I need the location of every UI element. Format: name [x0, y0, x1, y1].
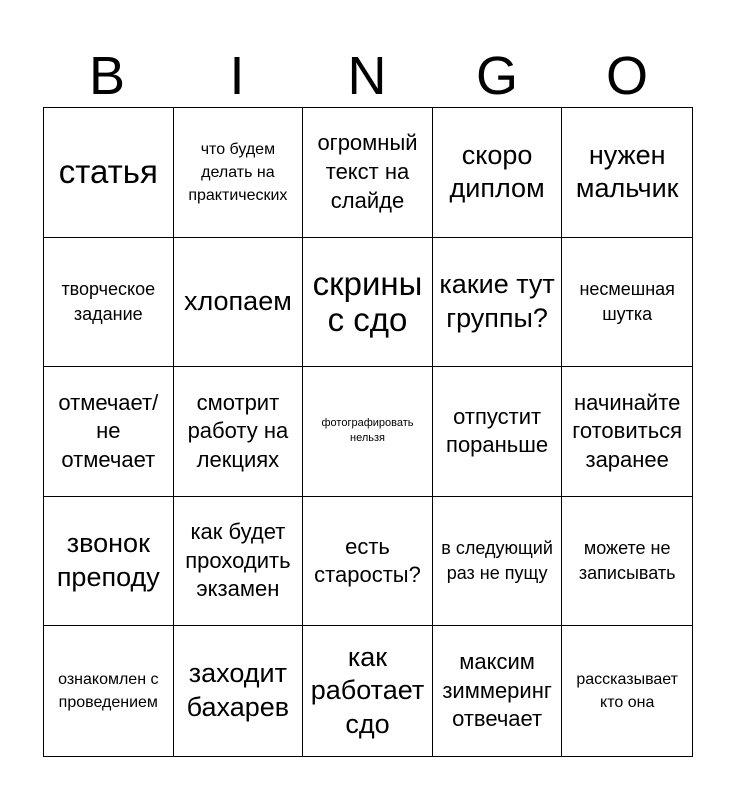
- cell-text: нужен мальчик: [575, 139, 679, 204]
- cell-text: скоро диплом: [449, 139, 545, 204]
- bingo-cell[interactable]: [303, 626, 433, 756]
- cell-text: что будем делать на практических: [188, 140, 288, 204]
- cell-text: как будет проходить экзамен: [185, 519, 291, 602]
- cell-text: можете не записывать: [578, 537, 676, 584]
- bingo-board: [43, 107, 693, 757]
- bingo-cell[interactable]: [44, 108, 174, 238]
- cell-text: начинайте готовиться заранее: [572, 389, 683, 472]
- cell-text: творческое задание: [61, 278, 156, 324]
- header-letter-n: N: [347, 46, 387, 106]
- cell-text: несмешная шутка: [579, 278, 675, 324]
- cell-text: ознакомлен с проведением: [58, 671, 159, 712]
- bingo-cell[interactable]: [562, 367, 692, 497]
- bingo-header: [42, 45, 692, 107]
- cell-text: максим зиммеринг отвечает: [442, 649, 552, 732]
- bingo-cell[interactable]: [174, 497, 304, 627]
- bingo-cell[interactable]: [562, 238, 692, 368]
- cell-text: хлопаем: [183, 286, 292, 317]
- cell-text: отпустит пораньше: [446, 403, 549, 458]
- cell-text: скрины с сдо: [312, 264, 423, 338]
- cell-text: статья: [58, 153, 158, 191]
- bingo-cell[interactable]: [433, 626, 563, 756]
- header-letter-i: I: [229, 46, 245, 106]
- header-letter-g: G: [475, 46, 518, 106]
- bingo-cell[interactable]: [174, 238, 304, 368]
- cell-text: есть старосты?: [314, 533, 421, 588]
- cell-text: заходит бахарев: [186, 658, 290, 723]
- bingo-cell[interactable]: [303, 108, 433, 238]
- bingo-cell[interactable]: [174, 626, 304, 756]
- cell-text: огромный текст на слайде: [317, 130, 418, 213]
- cell-text: отмечает/ не отмечает: [58, 389, 159, 472]
- cell-text: смотрит работу на лекциях: [187, 389, 289, 472]
- bingo-cell[interactable]: [174, 367, 304, 497]
- bingo-cell[interactable]: [433, 108, 563, 238]
- bingo-cell[interactable]: [562, 626, 692, 756]
- bingo-cell[interactable]: [433, 238, 563, 368]
- header-letter-o: O: [605, 46, 648, 106]
- bingo-cell[interactable]: [303, 238, 433, 368]
- bingo-cell[interactable]: [303, 367, 433, 497]
- bingo-cell[interactable]: [433, 497, 563, 627]
- bingo-cell[interactable]: [174, 108, 304, 238]
- cell-text: как работает сдо: [310, 641, 425, 740]
- cell-text: рассказывает кто она: [576, 671, 678, 712]
- cell-text: фотографировать нельзя: [321, 417, 414, 445]
- cell-text: в следующий раз не пущу: [441, 537, 553, 584]
- bingo-cell[interactable]: [44, 367, 174, 497]
- cell-text: какие тут группы?: [439, 269, 555, 333]
- bingo-cell[interactable]: [562, 108, 692, 238]
- bingo-cell[interactable]: [44, 238, 174, 368]
- bingo-cell[interactable]: [303, 497, 433, 627]
- bingo-cell[interactable]: [44, 626, 174, 756]
- bingo-cell[interactable]: [433, 367, 563, 497]
- bingo-cell[interactable]: [44, 497, 174, 627]
- cell-text: звонок преподу: [56, 528, 160, 593]
- header-letter-b: B: [88, 46, 126, 106]
- bingo-cell[interactable]: [562, 497, 692, 627]
